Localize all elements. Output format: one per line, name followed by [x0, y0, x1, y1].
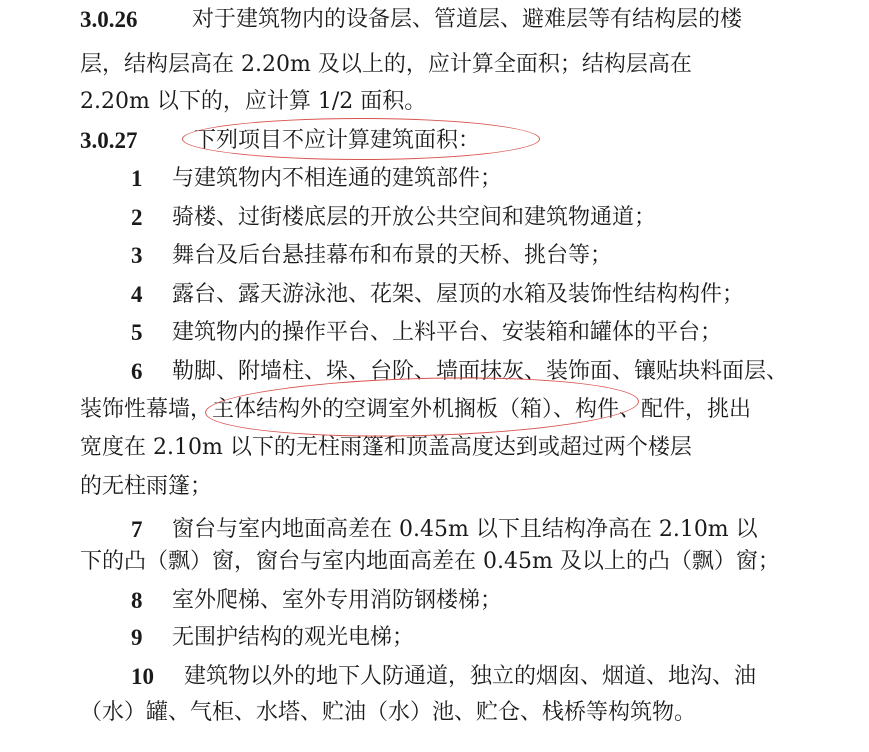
item-text: 宽度在 2.10m 以下的无柱雨篷和顶盖高度达到或超过两个楼层: [80, 435, 692, 460]
clause-heading: 下列项目不应计算建筑面积：: [194, 128, 481, 153]
list-item: [0, 276, 869, 314]
item-number: 7: [131, 517, 143, 542]
clause-text: 对于建筑物内的设备层、管道层、避难层等有结构层的楼: [192, 7, 743, 32]
item-text: 勒脚、附墙柱、垛、台阶、墙面抹灰、装饰面、镶贴块料面层、: [172, 359, 789, 384]
list-item: [0, 353, 869, 391]
item-number: 8: [131, 588, 143, 613]
item-number: 4: [131, 282, 143, 307]
clause-number: 3.0.26: [80, 7, 138, 32]
clause-3-0-26-line-1: [0, 1, 869, 39]
item-text: 装饰性幕墙，主体结构外的空调室外机搁板（箱）、构件、配件，挑出: [80, 397, 752, 422]
clause-3-0-26-line-3: [0, 83, 869, 121]
item-text: 建筑物内的操作平台、上料平台、安装箱和罐体的平台；: [172, 320, 723, 345]
list-item-continuation: [0, 694, 869, 732]
item-text: 窗台与室内地面高差在 0.45m 以下且结构净高在 2.10m 以: [172, 517, 758, 542]
item-number: 10: [131, 664, 154, 689]
list-item: [0, 199, 869, 237]
item-text: 室外爬梯、室外专用消防钢楼梯；: [172, 588, 503, 613]
list-item-continuation: [0, 429, 869, 467]
item-text: 露台、露天游泳池、花架、屋顶的水箱及装饰性结构构件；: [172, 282, 745, 307]
item-text: 无围护结构的观光电梯；: [172, 625, 415, 650]
item-number: 2: [131, 205, 143, 230]
list-item: [0, 658, 869, 696]
clause-text: 2.20m 以下的，应计算 1/2 面积。: [80, 89, 427, 114]
item-text: 骑楼、过街楼底层的开放公共空间和建筑物通道；: [172, 205, 657, 230]
item-text: 舞台及后台悬挂幕布和布景的天桥、挑台等；: [172, 243, 613, 268]
item-text: （水）罐、气柜、水塔、贮油（水）池、贮仓、栈桥等构筑物。: [80, 700, 697, 725]
list-item: [0, 619, 869, 657]
clause-3-0-26-line-2: [0, 46, 869, 84]
list-item-continuation: [0, 543, 869, 581]
item-number: 6: [131, 359, 143, 384]
list-item-continuation: [0, 391, 869, 429]
item-text: 下的凸（飘）窗，窗台与室内地面高差在 0.45m 及以上的凸（飘）窗；: [80, 549, 780, 574]
list-item: [0, 160, 869, 198]
list-item: [0, 314, 869, 352]
item-number: 5: [131, 320, 143, 345]
item-number: 1: [131, 166, 143, 191]
item-number: 9: [131, 625, 143, 650]
item-text: 建筑物以外的地下人防通道，独立的烟囱、烟道、地沟、油: [184, 664, 757, 689]
item-text: 与建筑物内不相连通的建筑部件；: [172, 166, 503, 191]
item-text: 的无柱雨篷；: [80, 474, 213, 499]
list-item: [0, 582, 869, 620]
clause-3-0-27-heading: [0, 122, 869, 160]
list-item-continuation: [0, 468, 869, 506]
clause-number: 3.0.27: [80, 128, 138, 153]
clause-text: 层，结构层高在 2.20m 及以上的，应计算全面积；结构层高在: [80, 52, 692, 77]
list-item: [0, 237, 869, 275]
item-number: 3: [131, 243, 143, 268]
